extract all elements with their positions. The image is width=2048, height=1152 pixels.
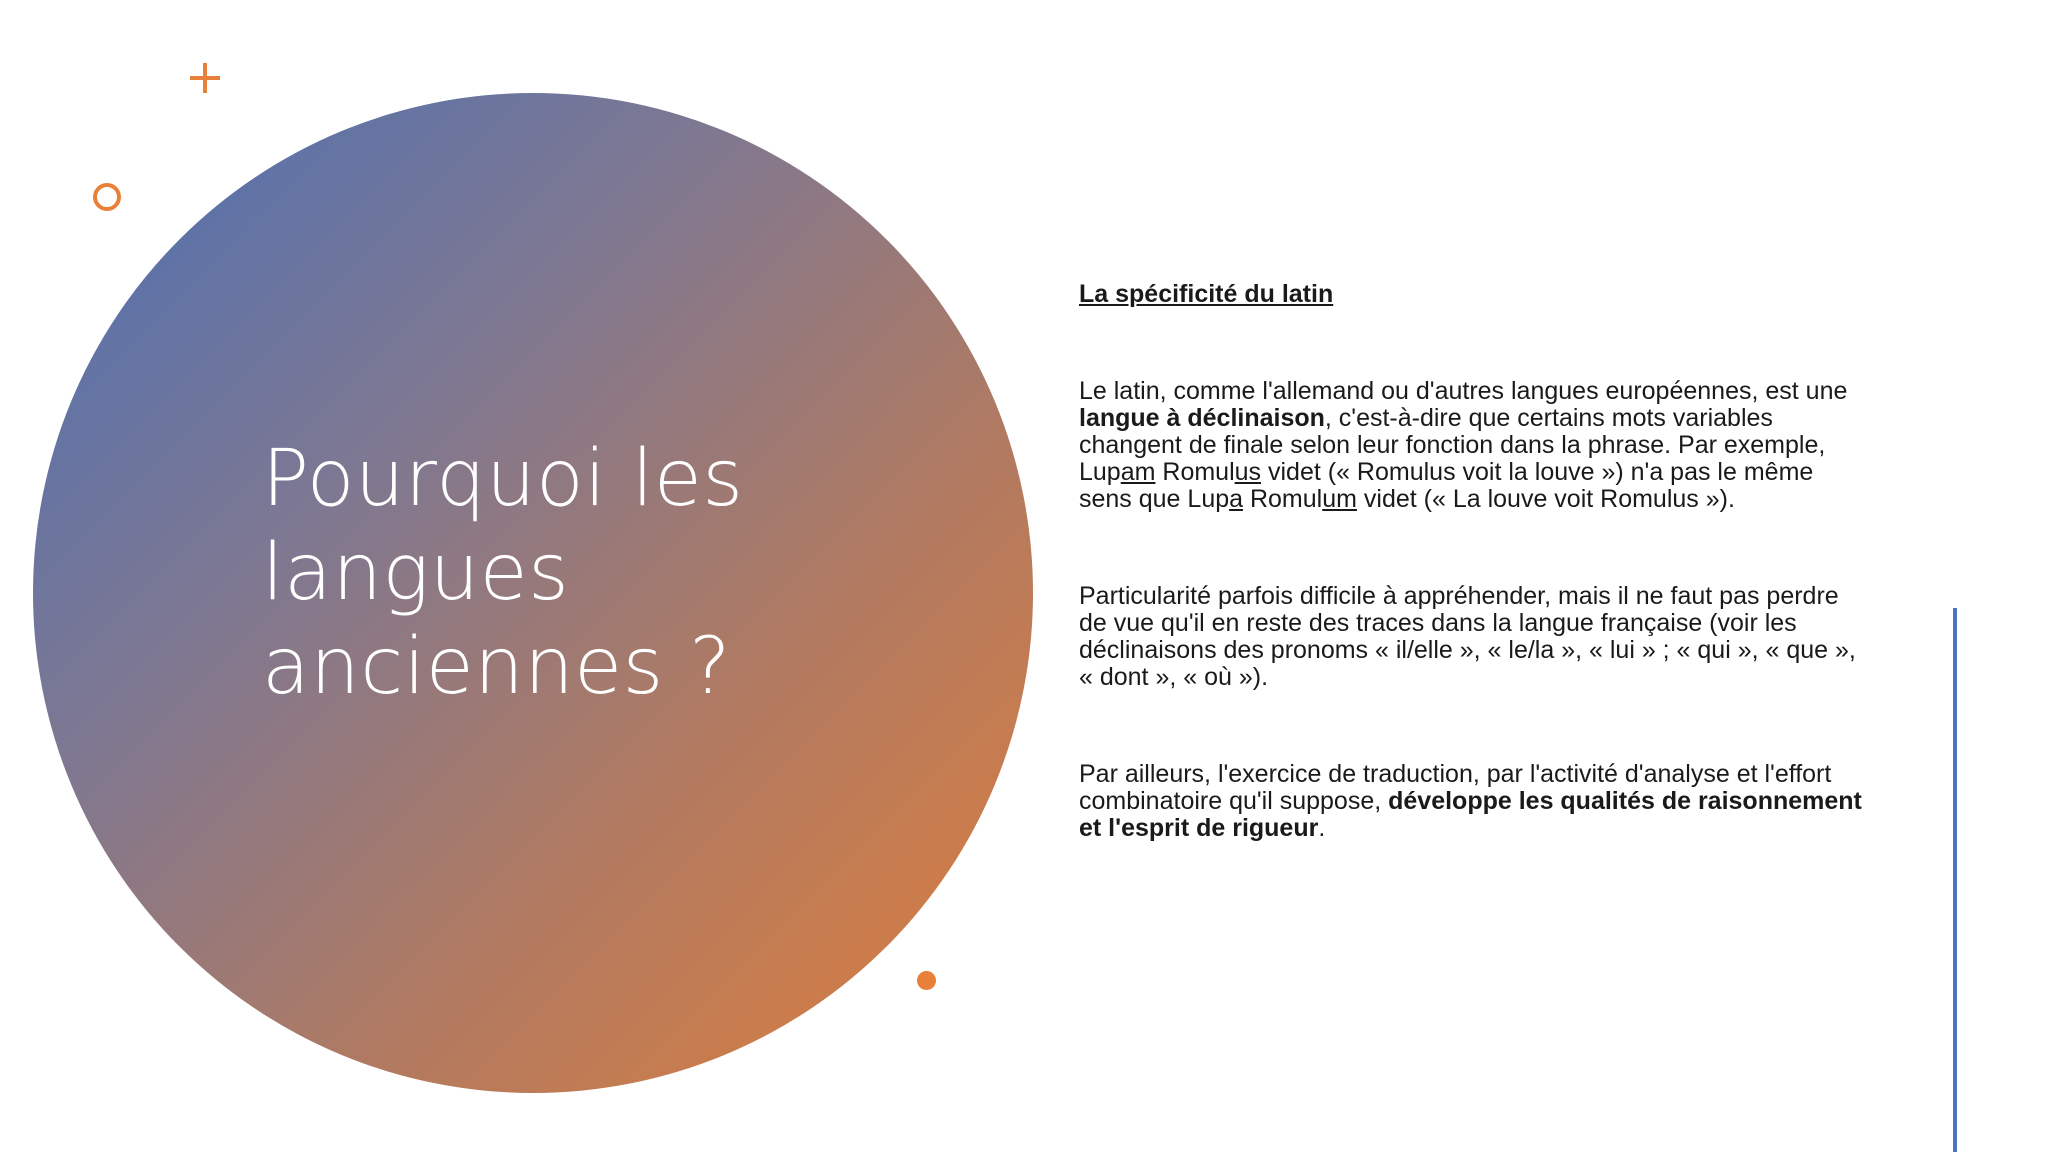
dot-icon [917, 971, 936, 990]
content-text-box [1079, 281, 1869, 842]
section-heading: La spécificité du latin [1079, 280, 1334, 308]
text-run: Par ailleurs, l'exercice de traduction, par l'activité d'analyse et l'effort combinatoire qu'il suppose, [1079, 760, 1832, 815]
paragraph-translation [1079, 761, 1869, 842]
ring-icon [93, 183, 121, 211]
paragraph-traces: Particularité parfois difficile à appréhender, mais il ne faut pas perdre de vue qu'il en reste des traces dans la langue française (voir les déclinaisons des pronoms « il/elle », « le/la », « lui » ; « qui », « que », « dont », « où »). [1079, 582, 1856, 691]
bold-term: langue à déclinaison [1079, 404, 1325, 432]
text-run: videt (« La louve voit Romulus »). [1356, 485, 1735, 513]
paragraph-declension [1079, 378, 1869, 513]
underlined-ending: us [1234, 458, 1262, 486]
plus-icon [190, 63, 220, 93]
underlined-ending: am [1120, 458, 1156, 486]
text-run: . [1318, 814, 1326, 842]
text-run: , c'est-à-dire que certains mots variables changent de finale selon leur fonction dans la phrase. Par exemple, Lup [1079, 404, 1826, 486]
slide-title: Pourquoi les langues anciennes ? [262, 434, 744, 712]
text-run: Le latin, comme l'allemand ou d'autres langues européennes, est une [1079, 377, 1848, 405]
underlined-ending: a [1229, 485, 1244, 513]
text-run: videt (« Romulus voit la louve ») n'a pas le même sens que Lup [1079, 458, 1814, 513]
bold-phrase: développe les qualités de raisonnement et l'esprit de rigueur [1079, 787, 1862, 842]
underlined-ending: um [1322, 485, 1357, 513]
vertical-rule [1953, 608, 1957, 1152]
text-run: Romul [1243, 485, 1323, 513]
text-run: Romul [1155, 458, 1235, 486]
